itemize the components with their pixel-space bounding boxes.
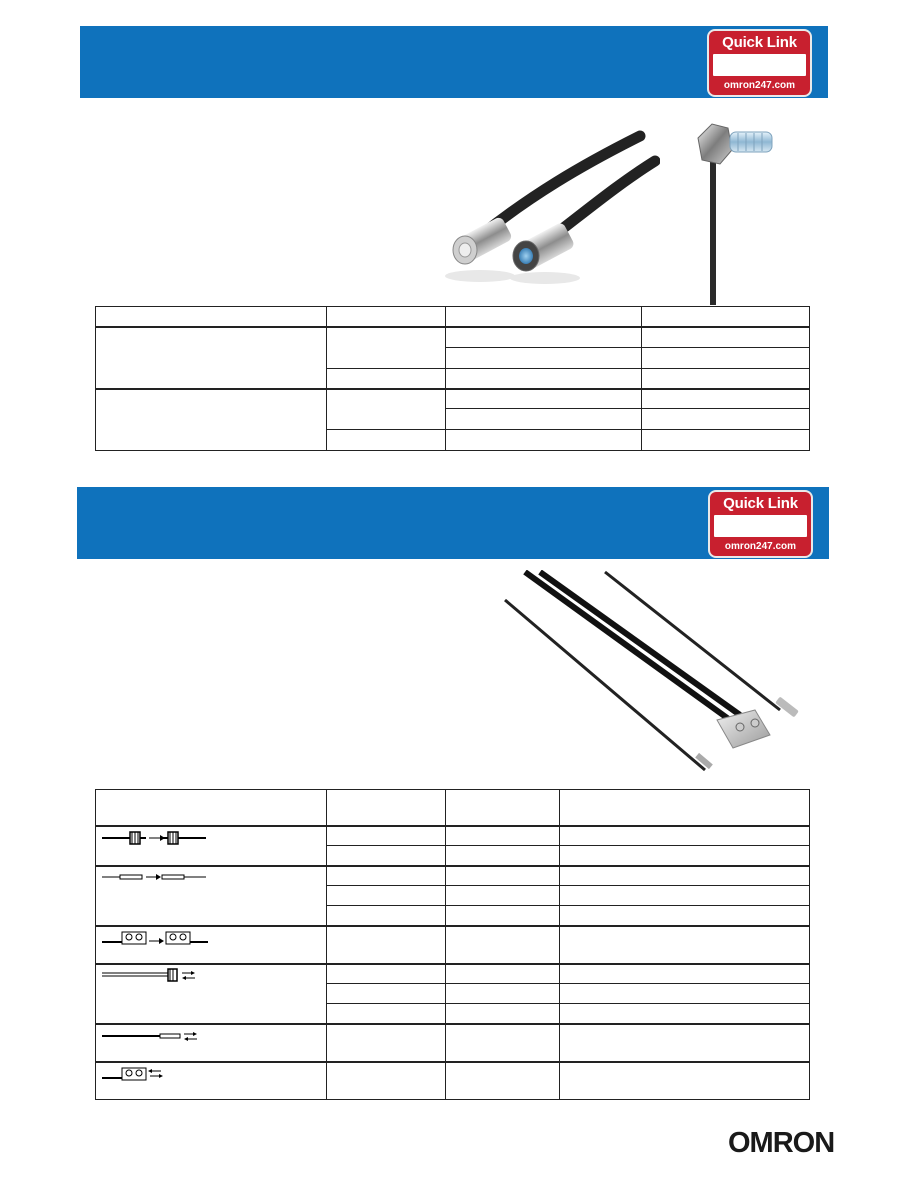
- sleeve-through-beam-icon: [96, 867, 216, 887]
- table-row: [96, 964, 810, 984]
- threaded-head-fiber-pair-photo: [440, 126, 660, 286]
- quick-link-badge[interactable]: [709, 31, 810, 95]
- table-row: [96, 389, 810, 409]
- section-banner-2: [77, 487, 829, 559]
- table-row: [96, 866, 810, 886]
- product-table-1: [95, 306, 810, 451]
- quick-link-url[interactable]: omron247.com: [724, 541, 797, 552]
- omron-logo: OMRON: [728, 1127, 835, 1159]
- quick-link-title: Quick Link: [723, 495, 798, 512]
- table-header-row: [96, 790, 810, 826]
- table-row: [96, 826, 810, 846]
- sleeve-reflective-icon: [96, 1025, 216, 1047]
- threaded-through-beam-icon: [96, 827, 216, 849]
- sleeve-fiber-set-photo: [495, 570, 815, 785]
- section-banner-1: [80, 26, 828, 98]
- quick-link-badge[interactable]: [710, 492, 811, 556]
- table-row: [96, 327, 810, 348]
- right-angle-fiber-photo: [690, 120, 780, 305]
- table-row: [96, 1062, 810, 1100]
- table-row: [96, 1024, 810, 1062]
- product-table-2: [95, 789, 810, 1100]
- threaded-reflective-icon: [96, 965, 216, 985]
- quick-link-title: Quick Link: [722, 34, 797, 51]
- flat-reflective-icon: [96, 1063, 216, 1085]
- quick-link-code-box: [714, 515, 807, 537]
- quick-link-code-box: [713, 54, 806, 76]
- quick-link-url[interactable]: omron247.com: [723, 80, 796, 91]
- table-header-row: [96, 307, 810, 327]
- flat-through-beam-icon: [96, 927, 216, 949]
- table-row: [96, 926, 810, 964]
